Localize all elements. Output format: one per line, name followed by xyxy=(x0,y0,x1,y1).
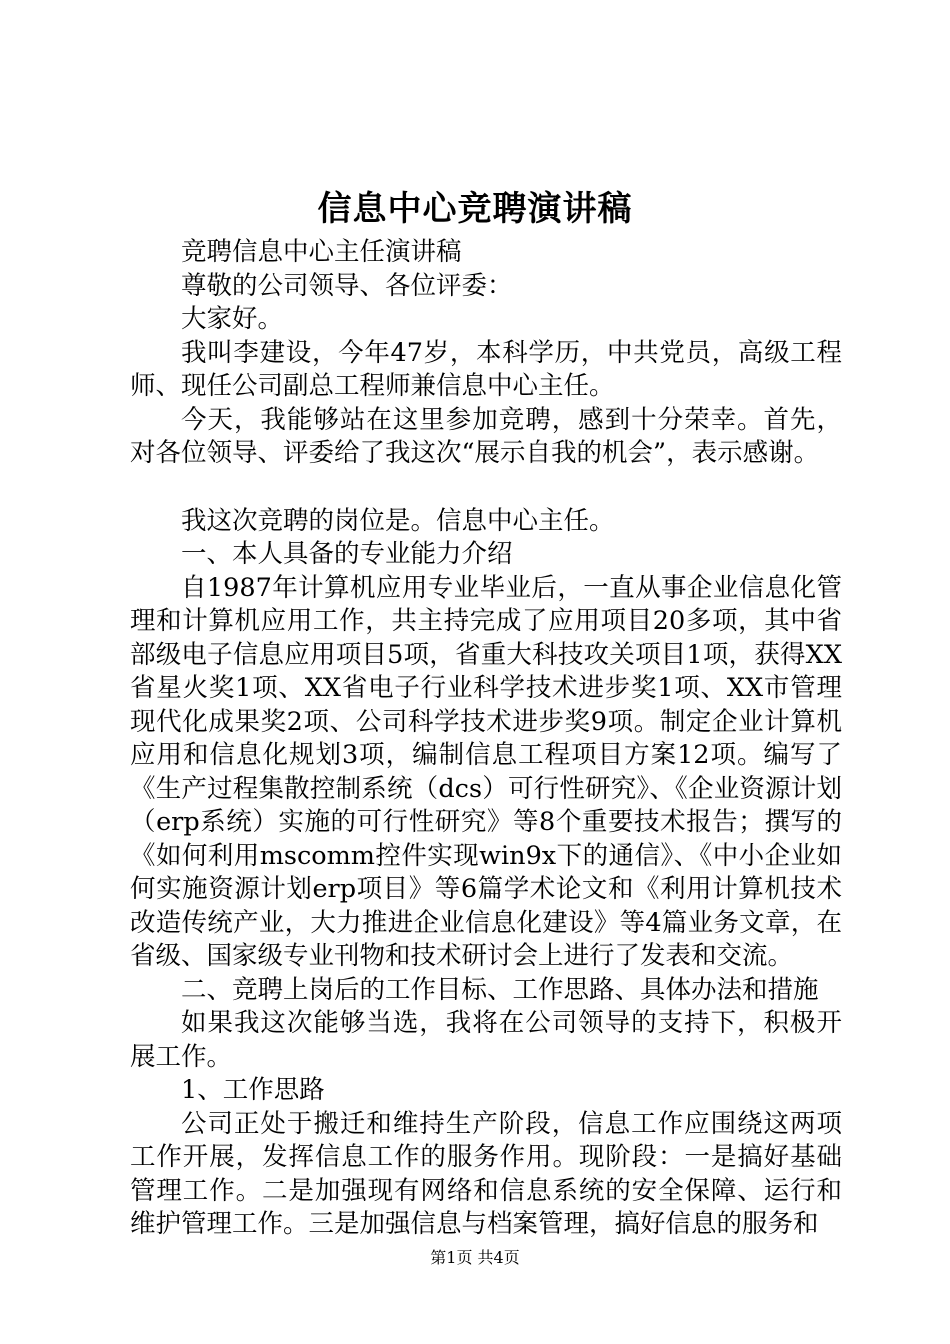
page-footer: 第1页 共4页 xyxy=(430,1248,520,1267)
paragraph-self-intro: 我叫李建设，今年47岁，本科学历，中共党员，高级工程师、现任公司副总工程师兼信息中心主任。 xyxy=(130,337,842,401)
paragraph-salutation: 尊敬的公司领导、各位评委： xyxy=(181,270,513,301)
paragraph-ability-details: 自1987年计算机应用专业毕业后，一直从事企业信息化管理和计算机应用工作，共主持完成了应用项目20多项，其中省部级电子信息应用项目5项，省重大科技攻关项目1项，获得XX省星火奖1项、XX省电子行业科学技术进步奖1项、XX市管理现代化成果奖2项、公司科学技术进步奖9项。制定企业计算机应用和信息化规划3项，编制信息工程项目方案12项。编写了《生产过程集散控制系统（dcs）可行性研究》、《企业资源计划（erp系统）实施的可行性研究》等8个重要技术报告；撰写的《如何利用mscomm控件实现win9x下的通信》、《中小企业如何实施资源计划erp项目》等6篇学术论文和《利用计算机技术改造传统产业，大力推进企业信息化建设》等4篇业务文章，在省级、国家级专业刊物和技术研讨会上进行了发表和交流。 xyxy=(130,572,842,971)
paragraph-spacer xyxy=(130,471,842,505)
paragraph-if-elected: 如果我这次能够当选，我将在公司领导的支持下，积极开展工作。 xyxy=(130,1008,842,1072)
paragraph-position: 我这次竞聘的岗位是。信息中心主任。 xyxy=(181,505,615,536)
paragraph-thanks: 今天，我能够站在这里参加竞聘，感到十分荣幸。首先，对各位领导、评委给了我这次“展示自我的机会”，表示感谢。 xyxy=(130,404,842,468)
section-heading-goals: 二、竞聘上岗后的工作目标、工作思路、具体办法和措施 xyxy=(181,974,819,1005)
section-heading-ability: 一、本人具备的专业能力介绍 xyxy=(181,539,513,569)
document-body xyxy=(130,236,842,1242)
paragraph-speech-heading: 竞聘信息中心主任演讲稿 xyxy=(181,237,462,267)
document-title: 信息中心竞聘演讲稿 xyxy=(317,189,633,229)
subsection-heading-approach: 1、工作思路 xyxy=(181,1075,325,1105)
paragraph-greeting: 大家好。 xyxy=(181,304,284,334)
paragraph-approach-details: 公司正处于搬迁和维持生产阶段，信息工作应围绕这两项工作开展，发挥信息工作的服务作用。现阶段：一是搞好基础管理工作。二是加强现有网络和信息系统的安全保障、运行和维护管理工作。三是加强信息与档案管理，搞好信息的服务和 xyxy=(130,1108,842,1239)
